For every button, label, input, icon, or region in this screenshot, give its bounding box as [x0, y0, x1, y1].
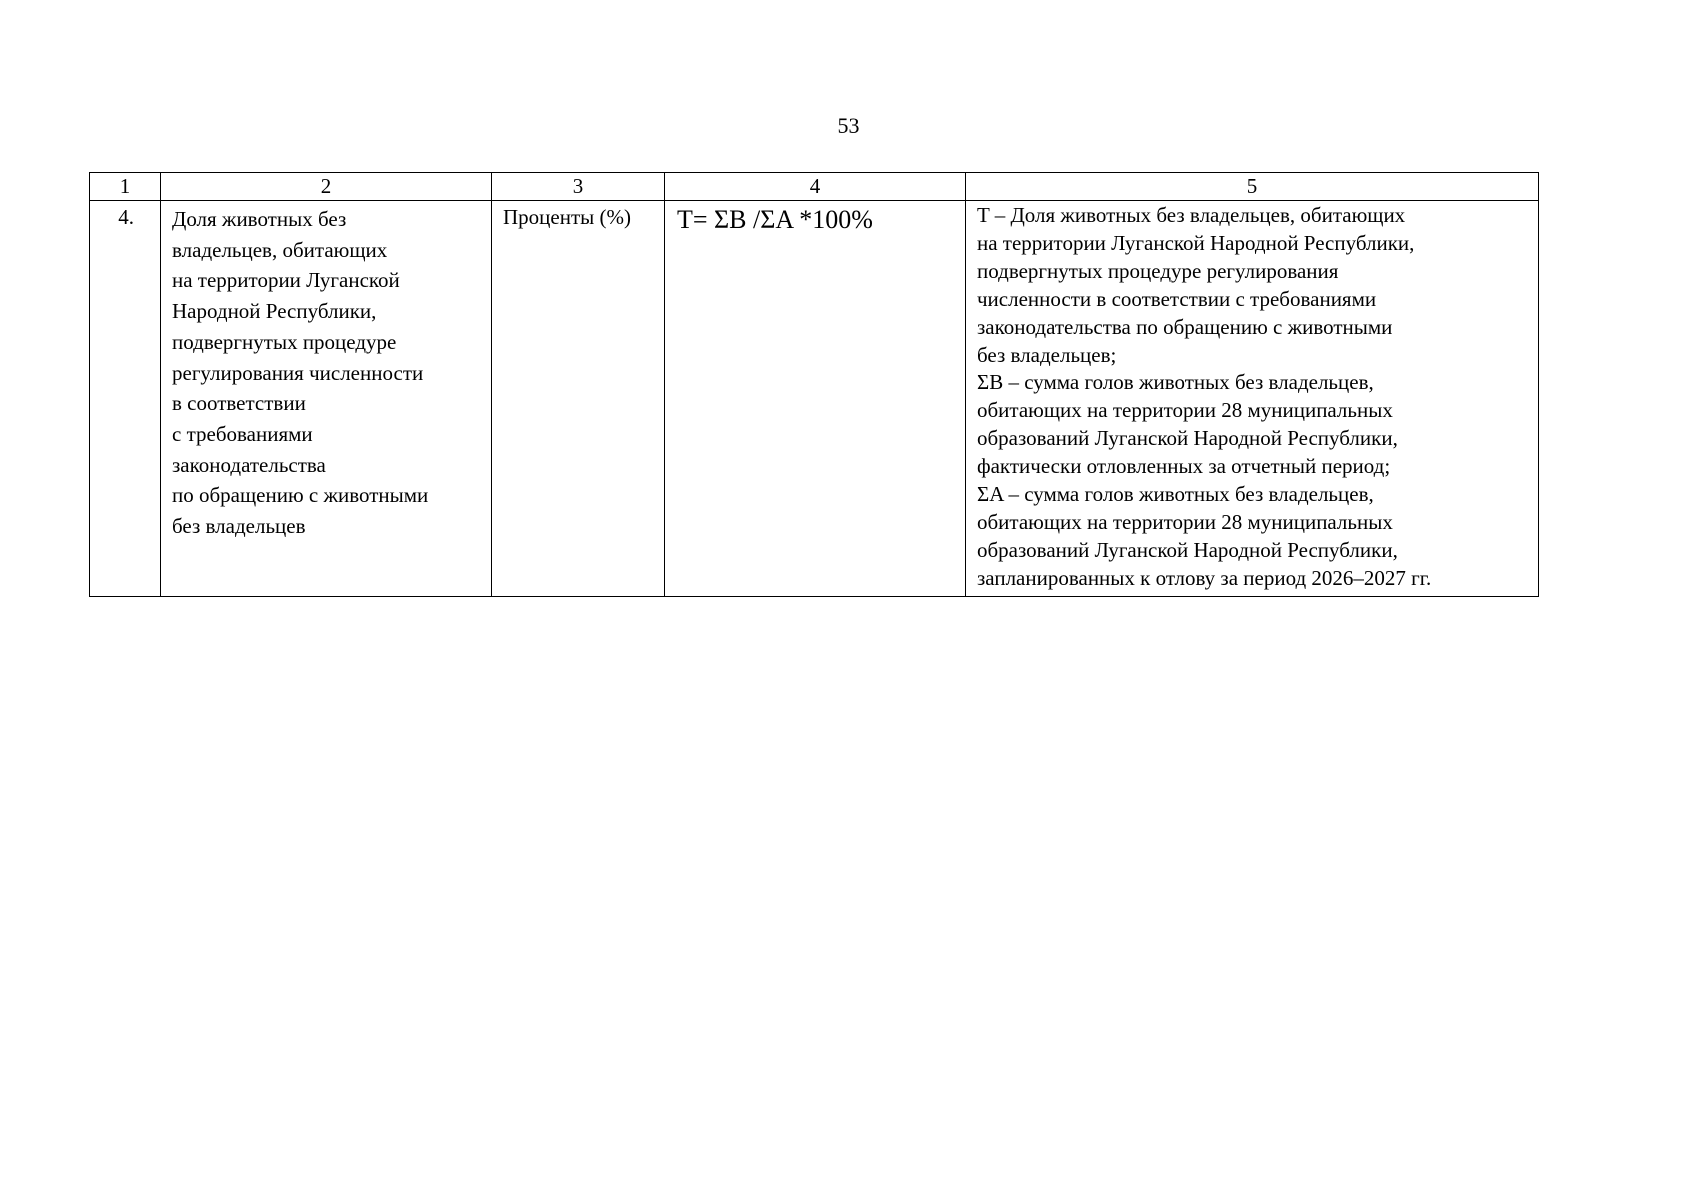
column-header-1: 1 — [90, 173, 161, 201]
indicator-name-line: в соответствии — [172, 391, 306, 416]
description-line: подвергнутых процедуре регулирования — [977, 258, 1339, 283]
indicator-name-line: по обращению с животными — [172, 483, 429, 508]
column-header-5: 5 — [966, 173, 1539, 201]
page-number: 53 — [837, 113, 860, 138]
description-line: обитающих на территории 28 муниципальных — [977, 509, 1393, 534]
indicator-name-line: с требованиями — [172, 421, 313, 446]
indicator-name-line: Народной Республики, — [172, 299, 377, 324]
indicator-table — [89, 172, 1539, 597]
description-line: численности в соответствии с требованиями — [977, 286, 1377, 311]
table-row — [90, 201, 1539, 597]
description-line: законодательства по обращению с животными — [977, 314, 1393, 339]
row-number: 4. — [90, 201, 161, 597]
description-line: обитающих на территории 28 муниципальных — [977, 398, 1393, 423]
description-line: ΣB – сумма голов животных без владельцев, — [977, 370, 1374, 395]
column-header-3: 3 — [492, 173, 665, 201]
description-line: на территории Луганской Народной Республики, — [977, 230, 1415, 255]
column-header-2: 2 — [161, 173, 492, 201]
description-line: запланированных к отлову за период 2026–2027 гг. — [977, 565, 1432, 590]
formula-description — [966, 201, 1539, 597]
description-line: образований Луганской Народной Республики, — [977, 537, 1398, 562]
description-line: фактически отловленных за отчетный период; — [977, 454, 1391, 479]
description-line: ΣA – сумма голов животных без владельцев, — [977, 482, 1374, 507]
indicator-name-line: Доля животных без — [172, 207, 347, 231]
table-header-row — [90, 173, 1539, 201]
indicator-name-line: законодательства — [172, 452, 326, 477]
unit-of-measure: Проценты (%) — [492, 201, 665, 597]
indicator-name-line: на территории Луганской — [172, 268, 400, 293]
indicator-name-line: владельцев, обитающих — [172, 237, 388, 262]
indicator-name-line: без владельцев — [172, 514, 306, 539]
indicator-name-line: подвергнутых процедуре — [172, 329, 397, 354]
indicator-name — [161, 201, 492, 597]
indicator-name-line: регулирования численности — [172, 360, 424, 385]
calculation-formula: T= ΣB /ΣA *100% — [665, 201, 966, 597]
column-header-4: 4 — [665, 173, 966, 201]
description-line: T – Доля животных без владельцев, обитающих — [977, 203, 1406, 227]
description-line: без владельцев; — [977, 342, 1117, 367]
description-line: образований Луганской Народной Республики, — [977, 426, 1398, 451]
